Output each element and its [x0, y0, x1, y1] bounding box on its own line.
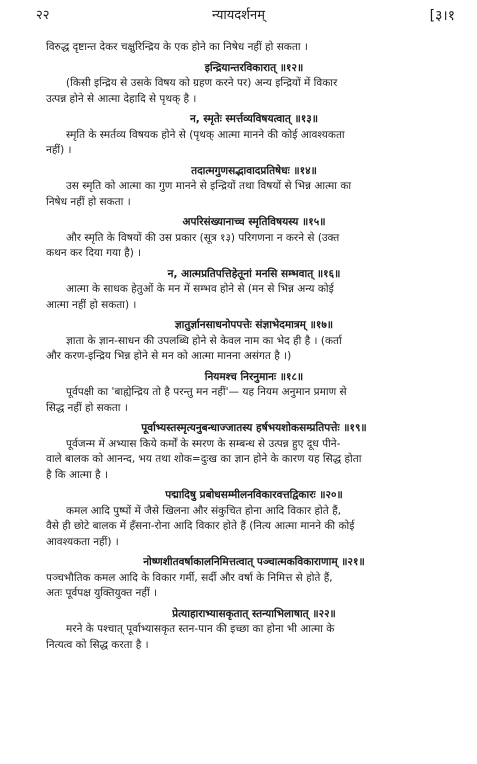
- text-line: आत्मा नहीं हो सकता) ।: [46, 298, 137, 311]
- sutra-heading: इन्द्रियान्तरविकारात् ॥१२॥: [204, 61, 304, 74]
- text-line: विरुद्ध दृष्टान्त देकर चक्षुरिन्द्रिय के एक होने का निषेध नहीं हो सकता ।: [46, 41, 308, 53]
- text-line: नहीं) ।: [46, 144, 72, 156]
- text-line: उत्पन्न होने से आत्मा देहादि से पृथक् है ।: [46, 92, 197, 105]
- paragraph-first-line: उस स्मृति को आत्मा का गुण मानने से इन्द्रियों तथा विषयों से भिन्न आत्मा का: [66, 180, 352, 192]
- text-line: और करण-इन्द्रिय भिन्न होने से मन को आत्मा मानना असंगत है ।): [46, 350, 292, 362]
- paragraph-first-line: ज्ञाता के ज्ञान-साधन की उपलब्धि होने से केवल नाम का भेद ही है । (कर्ता: [66, 334, 342, 347]
- sutra-heading: नोष्णशीतवर्षाकालनिमित्तत्वात् पञ्चात्मकविकाराणाम् ॥२१॥: [143, 556, 365, 568]
- text-line: आवश्यकता नहीं) ।: [46, 535, 119, 548]
- text-line: पञ्चभौतिक कमल आदि के विकार गर्मी, सर्दी और वर्षा के निमित्त से होते हैं,: [46, 571, 333, 584]
- sutra-heading: अपरिसंख्यानाच्च स्मृतिविषयस्य ॥१५॥: [182, 216, 326, 228]
- text-line: नित्यत्व को सिद्ध करता है ।: [46, 638, 149, 651]
- text-line: निषेध नहीं हो सकता ।: [46, 195, 131, 208]
- sutra-heading: प्रेत्याहाराभ्यासकृतात् स्तन्याभिलाषात् ॥२२॥: [172, 607, 336, 620]
- paragraph-first-line: स्मृति के स्मर्तव्य विषयक होने से (पृथक् आत्मा मानने की कोई आवश्यकता: [66, 128, 345, 141]
- sutra-heading: न, आत्मप्रतिपत्तिहेतूनां मनसि सम्भवात् ॥१६॥: [167, 267, 341, 280]
- sutra-heading: ज्ञातुर्ज्ञानसाधनोपपत्तेः संज्ञाभेदमात्रम् ॥१७॥: [174, 319, 334, 331]
- section-marker: [३।१: [429, 8, 455, 24]
- paragraph-first-line: पूर्वपक्षी का 'बाह्येन्द्रिय तो है परन्तु मन नहीं'— यह नियम अनुमान प्रमाण से: [66, 386, 347, 398]
- text-line: वैसे ही छोटे बालक में हँसना-रोना आदि विकार होते हैं (नित्य आत्मा मानने की कोई: [46, 520, 355, 532]
- paragraph-first-line: (किसी इन्द्रिय से उसके विषय को ग्रहण करने पर) अन्य इन्द्रियों में विकार: [66, 77, 338, 89]
- sutra-heading: न, स्मृतेः स्मर्त्तव्यविषयत्वात् ॥१३॥: [189, 113, 319, 125]
- text-line: सिद्ध नहीं हो सकता ।: [46, 401, 128, 414]
- paragraph-first-line: पूर्वजन्म में अभ्यास किये कर्मों के स्मरण के सम्बन्ध से उत्पन्न हुए दूध पीने-: [66, 437, 341, 450]
- paragraph-first-line: और स्मृति के विषयों की उस प्रकार (सूत्र १३) परिगणना न करने से (उक्त: [66, 231, 340, 244]
- text-line: वाले बालक को आनन्द, भय तथा शोक=दुःख का ज्ञान होने के कारण यह सिद्ध होता: [46, 453, 362, 465]
- page-body: [46, 40, 462, 653]
- text-line: कथन कर दिया गया है) ।: [46, 247, 142, 259]
- paragraph-first-line: कमल आदि पुष्पों में जैसे खिलना और संकुचित होना आदि विकार होते हैं,: [66, 504, 341, 517]
- paragraph-first-line: मरने के पश्चात् पूर्वाभ्यासकृत स्तन-पान की इच्छा का होना भी आत्मा के: [66, 623, 335, 635]
- paragraph-first-line: आत्मा के साधक हेतुओं के मन में सम्भव होने से (मन से भिन्न अन्य कोई: [66, 283, 334, 295]
- sutra-heading: तदात्मगुणसद्भावादप्रतिषेधः ॥१४॥: [191, 164, 317, 177]
- running-title: न्यायदर्शनम्: [211, 8, 265, 23]
- sutra-heading: पद्मादिषु प्रबोधसम्मीलनविकारवत्तद्विकारः ॥२०॥: [165, 489, 343, 501]
- text-line: है कि आत्मा है ।: [46, 468, 108, 481]
- sutra-heading: नियमश्च निरनुमानः ॥१८॥: [204, 370, 304, 383]
- text-line: अतः पूर्वपक्ष युक्तियुक्त नहीं ।: [46, 587, 158, 599]
- sutra-heading: पूर्वाभ्यस्तस्मृत्यनुबन्धाज्जातस्य हर्षभयशोकसम्प्रतिपत्तेः ॥१९॥: [141, 422, 367, 434]
- page-number: २२: [36, 8, 50, 23]
